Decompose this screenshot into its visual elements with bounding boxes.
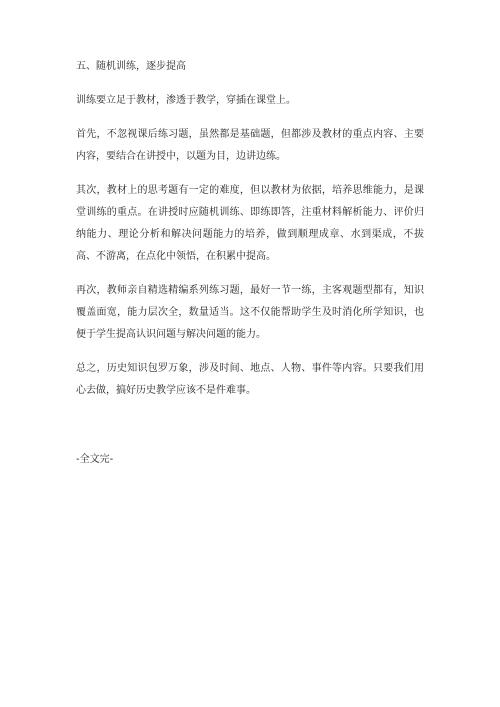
- paragraph-line: 高、不游离，在点化中领悟，在积累中提高。: [76, 251, 276, 262]
- paragraph-line: 训练要立足于教材，渗透于教学，穿插在课堂上。: [76, 95, 296, 106]
- paragraph-line: 首先，不忽视课后练习题，虽然都是基础题，但都涉及教材的重点内容、主要: [76, 129, 424, 140]
- paragraph-line: 堂训练的重点。在讲授时应随机训练、即练即答，注重材料解析能力、评价归: [76, 207, 424, 218]
- paragraph-first: [76, 124, 424, 168]
- paragraph-third: [76, 280, 424, 346]
- paragraph-line: 内容，要结合在讲授中，以题为目，边讲边练。: [76, 151, 286, 162]
- paragraph-training-principle: [76, 90, 424, 112]
- paragraph-line: 其次，教材上的思考题有一定的难度，但以教材为依据，培养思维能力，是课: [76, 185, 424, 196]
- paragraph-line: 覆盖面宽，能力层次全，数量适当。这不仅能帮助学生及时消化所学知识，也: [76, 307, 424, 318]
- paragraph-line: 纳能力、理论分析和解决问题能力的培养，做到顺理成章、水到渠成，不拔: [76, 229, 424, 240]
- end-of-document-mark: -全文完-: [76, 454, 114, 465]
- section-heading: 五、随机训练，逐步提高: [76, 61, 186, 72]
- paragraph-line: 再次，教师亲自精选精编系列练习题，最好一节一练，主客观题型都有，知识: [76, 285, 424, 296]
- document-body: [76, 58, 424, 414]
- paragraph-line: 总之，历史知识包罗万象，涉及时间、地点、人物、事件等内容。只要我们用: [76, 363, 424, 374]
- paragraph-second: [76, 180, 424, 268]
- paragraph-conclusion: [76, 358, 424, 402]
- paragraph-line: 便于学生提高认识问题与解决问题的能力。: [76, 329, 266, 340]
- paragraph-line: 心去做，搞好历史教学应该不是件难事。: [76, 385, 256, 396]
